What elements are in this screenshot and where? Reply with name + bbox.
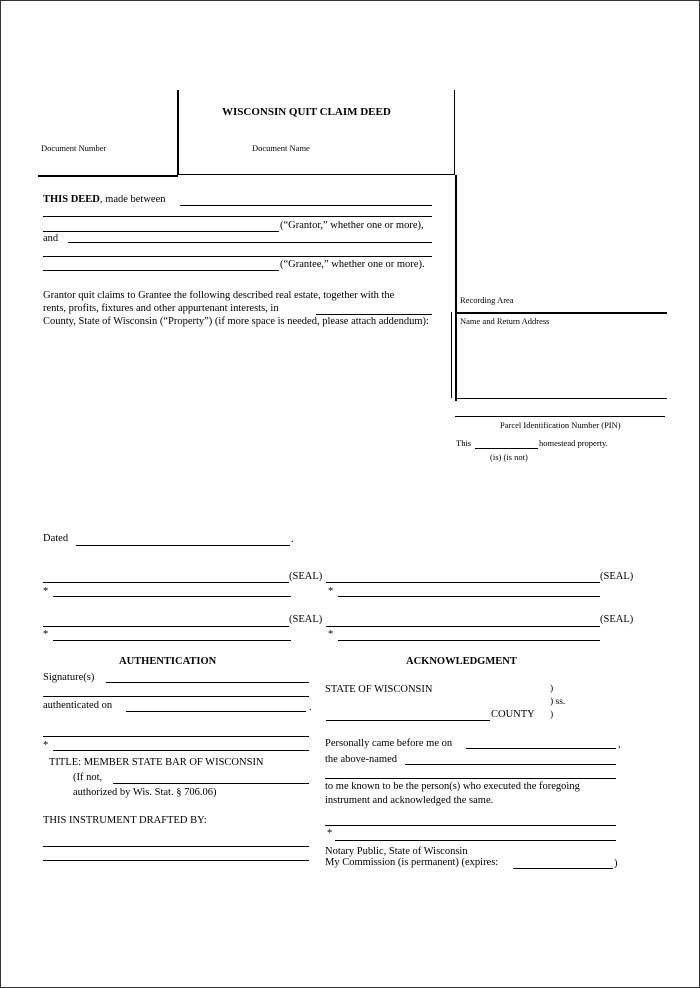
grantor-line-2[interactable] (43, 231, 279, 232)
made-between-label: , made between (99, 194, 166, 205)
asterisk-6: * (327, 828, 333, 839)
grantee-label: (“Grantee,” whether one or more). (280, 259, 425, 270)
personally-came-label: Personally came before me on (325, 738, 453, 749)
homestead-blank[interactable] (475, 448, 538, 449)
seal-label-3: (SEAL) (289, 614, 323, 625)
if-not-blank[interactable] (113, 783, 309, 784)
asterisk-3: * (43, 629, 49, 640)
notary-signature-line[interactable] (325, 825, 616, 826)
recording-box-bottom (455, 398, 667, 399)
ss-label: ) ss. (550, 697, 566, 707)
drafted-by-label: THIS INSTRUMENT DRAFTED BY: (43, 815, 207, 826)
bracket-3: ) (550, 710, 554, 720)
bracket-1: ) (550, 684, 554, 694)
document-title: WISCONSIN QUIT CLAIM DEED (222, 106, 391, 118)
known-line-1: to me known to be the person(s) who executed the foregoing (325, 781, 580, 792)
signatures-blank[interactable] (106, 682, 309, 683)
grantee-line-1[interactable] (68, 242, 432, 243)
above-named-label: the above-named (325, 754, 398, 765)
authenticator-name-line[interactable] (53, 750, 309, 751)
conveyance-line-1: Grantor quit claims to Grantee the following described real estate, together with the (43, 290, 395, 301)
recording-box-inner-left (451, 312, 452, 398)
signatures-blank-2[interactable] (43, 696, 309, 697)
seal-label-4: (SEAL) (600, 614, 634, 625)
grantee-line-2[interactable] (43, 256, 432, 257)
printed-name-line-3[interactable] (53, 640, 291, 641)
commission-expires-blank[interactable] (513, 868, 613, 869)
document-number-label: Document Number (41, 143, 107, 153)
header-docnum-underline (38, 175, 178, 177)
header-divider-right (454, 90, 455, 174)
asterisk-1: * (43, 586, 49, 597)
authenticator-signature-line[interactable] (43, 736, 309, 737)
name-return-address-label: Name and Return Address (460, 316, 550, 326)
pin-line[interactable] (455, 416, 665, 417)
if-not-label: (If not, (73, 772, 103, 783)
seal-label-2: (SEAL) (600, 571, 634, 582)
signature-line-4[interactable] (326, 626, 600, 627)
drafted-by-line-2[interactable] (43, 860, 309, 861)
above-named-blank-2[interactable] (325, 778, 616, 779)
state-of-wisconsin-label: STATE OF WISCONSIN (325, 684, 433, 695)
county-blank[interactable] (316, 314, 432, 315)
acknowledgment-heading: ACKNOWLEDGMENT (406, 656, 517, 667)
printed-name-line-4[interactable] (338, 640, 600, 641)
homestead-label: homestead property. (539, 438, 608, 448)
dated-blank[interactable] (76, 545, 290, 546)
recording-box-left (455, 175, 457, 401)
above-named-blank[interactable] (405, 764, 616, 765)
signature-line-3[interactable] (43, 626, 289, 627)
notary-public-label: Notary Public, State of Wisconsin (325, 846, 468, 857)
conveyance-line-3: County, State of Wisconsin (“Property”) (if more space is needed, please attach addendum): (43, 316, 429, 327)
commission-label: My Commission (is permanent) (expires: (325, 857, 499, 868)
asterisk-4: * (328, 629, 334, 640)
authenticated-on-blank[interactable] (126, 711, 306, 712)
recording-box-divider (455, 312, 667, 314)
grantee-line-3[interactable] (43, 270, 279, 271)
commission-close-paren: ) (614, 858, 618, 869)
county-label: COUNTY (491, 709, 535, 720)
authentication-heading: AUTHENTICATION (119, 656, 217, 667)
county-name-blank[interactable] (326, 720, 490, 721)
authenticated-on-label: authenticated on (43, 700, 113, 711)
signatures-label: Signature(s) (43, 672, 95, 683)
and-label: and (43, 233, 59, 244)
authorized-by-label: authorized by Wis. Stat. § 706.06) (73, 787, 217, 798)
made-between-blank[interactable] (180, 205, 432, 206)
signature-line-1[interactable] (43, 582, 289, 583)
asterisk-2: * (328, 586, 334, 597)
seal-label-1: (SEAL) (289, 571, 323, 582)
asterisk-5: * (43, 740, 49, 751)
grantor-line-1[interactable] (43, 216, 432, 217)
header-name-underline (178, 174, 455, 175)
authenticated-period: . (309, 702, 312, 713)
pin-label: Parcel Identification Number (PIN) (500, 420, 621, 430)
grantor-label: (“Grantor,” whether one or more), (280, 220, 424, 231)
this-deed-line (43, 194, 166, 205)
document-name-label: Document Name (252, 143, 310, 153)
notary-name-line[interactable] (335, 840, 616, 841)
personally-came-date-blank[interactable] (466, 748, 616, 749)
this-deed-label: THIS DEED (43, 194, 100, 205)
signature-line-2[interactable] (326, 582, 600, 583)
homestead-this: This (456, 438, 472, 448)
printed-name-line-1[interactable] (53, 596, 291, 597)
homestead-is-isnot: (is) (is not) (490, 452, 528, 462)
dated-label: Dated (43, 533, 69, 544)
title-member-label: TITLE: MEMBER STATE BAR OF WISCONSIN (49, 757, 264, 768)
recording-area-label: Recording Area (460, 295, 514, 305)
drafted-by-line-1[interactable] (43, 846, 309, 847)
dated-period: . (291, 534, 294, 545)
known-line-2: instrument and acknowledged the same. (325, 795, 494, 806)
header-divider-left (177, 90, 179, 175)
printed-name-line-2[interactable] (338, 596, 600, 597)
personally-came-comma: , (618, 739, 621, 750)
conveyance-line-2: rents, profits, fixtures and other appurtenant interests, in (43, 303, 279, 314)
